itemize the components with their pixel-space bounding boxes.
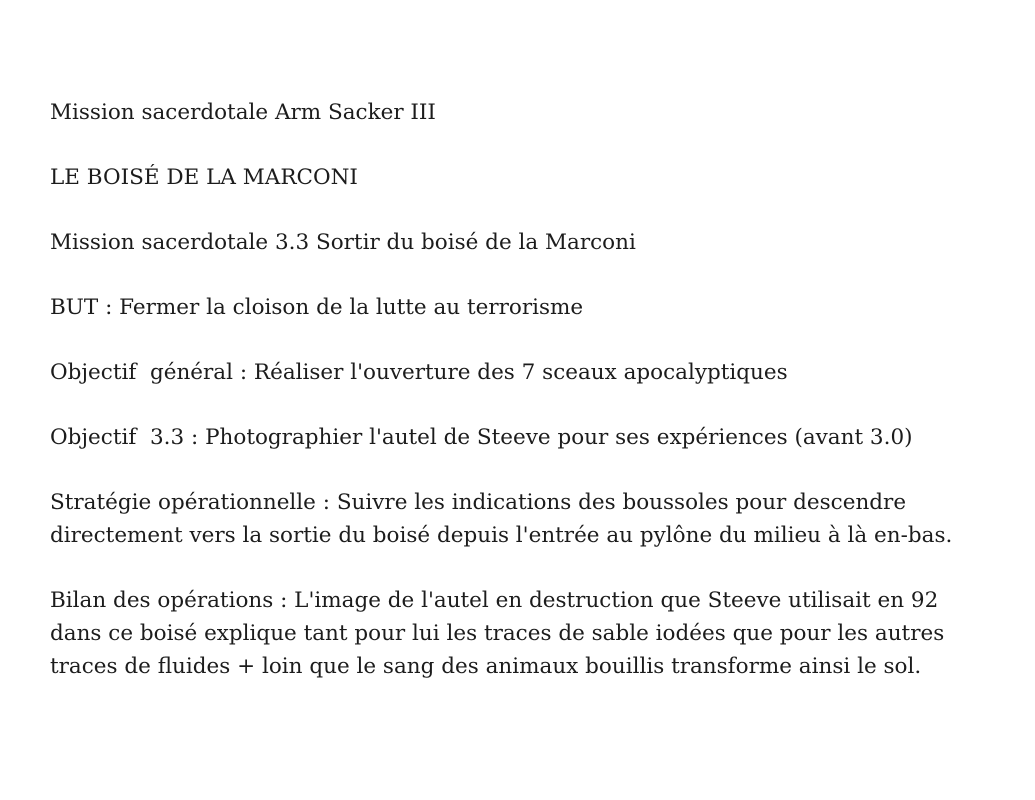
mission-title-text: Mission sacerdotale Arm Sacker III: [50, 100, 436, 125]
objective-33-line: [50, 421, 1005, 454]
strategy-paragraph: [50, 486, 1005, 552]
objective-general-line: [50, 356, 1005, 389]
document-heading: [50, 161, 1005, 194]
mission-title: [50, 96, 1005, 129]
mission-subtitle-text: Mission sacerdotale 3.3 Sortir du boisé de la Marconi: [50, 230, 636, 255]
operations-report-line-1: Bilan des opérations : L'image de l'autel en destruction que Steeve utilisait en 92: [50, 588, 939, 613]
document-heading-text: LE BOISÉ DE LA MARCONI: [50, 165, 358, 190]
strategy-line-1: Stratégie opérationnelle : Suivre les indications des boussoles pour descendre: [50, 490, 907, 515]
objective-33-text: Objectif 3.3 : Photographier l'autel de Steeve pour ses expériences (avant 3.0): [50, 425, 913, 450]
strategy-line-2: directement vers la sortie du boisé depuis l'entrée au pylône du milieu à là en-bas.: [50, 523, 953, 548]
operations-report-paragraph: [50, 584, 1005, 683]
objective-general-text: Objectif général : Réaliser l'ouverture des 7 sceaux apocalyptiques: [50, 360, 788, 385]
operations-report-line-3: traces de fluides + loin que le sang des animaux bouillis transforme ainsi le sol.: [50, 654, 922, 679]
mission-subtitle: [50, 226, 1005, 259]
goal-line: [50, 291, 1005, 324]
operations-report-line-2: dans ce boisé explique tant pour lui les traces de sable iodées que pour les autres: [50, 621, 945, 646]
goal-line-text: BUT : Fermer la cloison de la lutte au terrorisme: [50, 295, 584, 320]
